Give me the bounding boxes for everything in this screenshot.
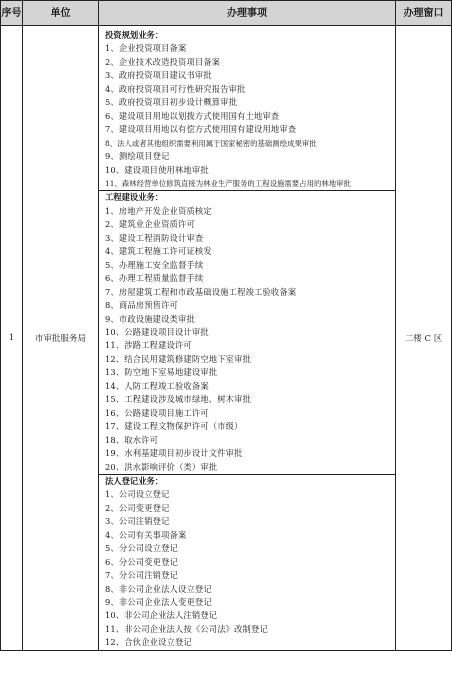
list-item: 1、房地产开发企业资质核定 — [105, 205, 212, 216]
list-item: 10、非公司企业法人注销登记 — [105, 610, 218, 621]
matter-group — [99, 190, 395, 474]
list-item: 19、水利基建项目初步设计文件审批 — [105, 448, 243, 459]
group-title: 法人登记业务： — [105, 475, 164, 486]
list-item: 8、商品房预售许可 — [105, 300, 179, 311]
list-item: 11、涉路工程建设许可 — [105, 340, 192, 351]
list-item: 14、人防工程竣工验收备案 — [105, 380, 209, 391]
list-item: 17、建设工程文物保护许可（市级） — [105, 421, 243, 432]
list-item: 9、市政设施建设类审批 — [105, 313, 195, 324]
list-item: 7、房屋建筑工程和市政基础设施工程竣工验收备案 — [105, 286, 297, 297]
list-item: 4、公司有关事项备案 — [105, 529, 187, 540]
table-header-row — [1, 1, 452, 26]
list-item: 12、合伙企业设立登记 — [105, 637, 192, 648]
list-item: 3、政府投资项目建议书审批 — [105, 70, 212, 81]
table-row — [1, 26, 452, 651]
row-window: 二楼 C 区 — [396, 26, 452, 651]
list-item: 1、公司设立登记 — [105, 489, 170, 500]
list-item: 8、法人或者其他组织需要利用属于国家秘密的基础测绘成果审批 — [105, 138, 317, 148]
list-item: 8、非公司企业法人设立登记 — [105, 583, 212, 594]
row-unit: 市审批服务局 — [23, 26, 99, 651]
header-seq: 序号 — [1, 1, 23, 26]
list-item: 15、工程建设涉及城市绿地、树木审批 — [105, 394, 252, 405]
group-title: 工程建设业务： — [105, 192, 164, 203]
list-item: 9、非公司企业法人变更登记 — [105, 597, 212, 608]
list-item: 11、森林经营单位修筑直接为林业生产服务的工程设施需要占用的林地审批 — [105, 178, 351, 188]
list-item: 7、建设项目用地以有偿方式使用国有建设用地审查 — [105, 124, 297, 135]
list-item: 18、取水许可 — [105, 434, 159, 445]
list-item: 3、建设工程消防设计审查 — [105, 232, 204, 243]
header-unit: 单位 — [23, 1, 99, 26]
matter-group — [99, 474, 395, 650]
header-matters: 办理事项 — [99, 1, 396, 26]
group-title: 投资规划业务： — [105, 30, 164, 40]
matter-group — [99, 29, 395, 190]
list-item: 9、测绘项目登记 — [105, 151, 170, 162]
list-item: 5、办理施工安全监督手续 — [105, 259, 204, 270]
list-item: 4、政府投资项目可行性研究报告审批 — [105, 83, 246, 94]
list-item: 3、公司注销登记 — [105, 516, 170, 527]
header-window: 办理窗口 — [396, 1, 452, 26]
list-item: 5、政府投资项目初步设计概算审批 — [105, 97, 238, 108]
list-item: 6、分公司变更登记 — [105, 556, 179, 567]
list-item: 6、办理工程质量监督手续 — [105, 273, 204, 284]
list-item: 2、建筑业企业资质许可 — [105, 219, 195, 230]
list-item: 10、公路建设项目设计审批 — [105, 326, 209, 337]
list-item: 6、建设项目用地以划拨方式使用国有土地审查 — [105, 110, 280, 121]
list-item: 11、非公司企业法人按《公司法》改制登记 — [105, 623, 268, 634]
list-item: 4、建筑工程施工许可证核发 — [105, 246, 212, 257]
list-item: 2、公司变更登记 — [105, 502, 170, 513]
list-item: 16、公路建设项目施工许可 — [105, 407, 209, 418]
list-item: 5、分公司设立登记 — [105, 543, 179, 554]
list-item: 12、结合民用建筑修建防空地下室审批 — [105, 353, 252, 364]
list-item: 2、企业技术改造投资项目备案 — [105, 56, 221, 67]
matters-cell — [99, 26, 396, 651]
row-seq: 1 — [1, 26, 23, 651]
list-item: 10、建设项目使用林地审批 — [105, 164, 209, 175]
list-item: 7、分公司注销登记 — [105, 570, 179, 581]
list-item: 13、防空地下室易地建设审批 — [105, 367, 218, 378]
list-item: 1、企业投资项目备案 — [105, 43, 187, 54]
list-item: 20、洪水影响评价（类）审批 — [105, 461, 218, 472]
